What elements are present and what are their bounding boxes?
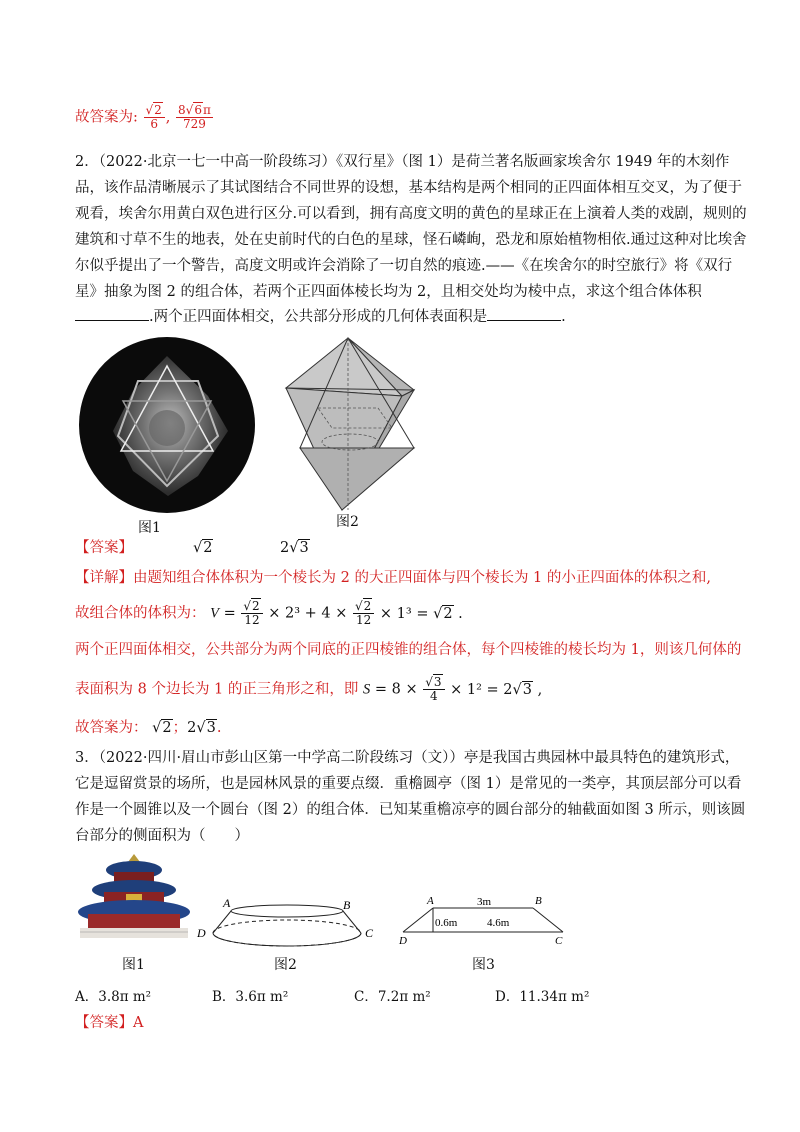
q2-line-2: 品，该作品清晰展示了其试图结合不同世界的设想，基本结构是两个相同的正四面体相互交叉，为了便于 [75,180,742,196]
q2-line-6: 星》抽象为图 2 的组合体，若两个正四面体棱长均为 2，且相交处均为棱中点，求这个组合体体积 [75,284,702,300]
fig3-label-d: D [399,935,407,947]
q1-answer-label: 故答案为: [75,109,138,126]
q1-answer-fraction-2: $\frac{8√6\pi}{729}$ [178,103,211,131]
fig3-top-length: 3m [477,896,492,908]
q2-figure-1-woodcut [78,336,256,514]
answer-blank-1 [75,306,149,321]
q2-fig2-caption: 图2 [336,514,359,530]
q2-answer-label: 【答案】 [75,540,133,556]
q3-figure-2-frustum [195,893,380,955]
q3-option-b[interactable]: B．3.6π m² [212,989,289,1005]
q3-fig3-caption: 图3 [472,957,495,973]
q3-fig1-caption: 图1 [122,957,145,973]
fig3-label-c: C [555,935,563,947]
fig2-label-c: C [365,926,374,940]
q3-figure-3-trapezoid [395,890,575,948]
q2-final-answer: 故答案为： √2；2√3. [75,720,222,736]
answer-blank-2 [487,306,561,321]
q2-detail-line-4: 表面积为 8 个边长为 1 的正三角形之和，即 S = 8 × $\frac{√3}{4}$ × 1² = 2√3 , [75,675,543,703]
q3-line-4: 台部分的侧面积为（ ） [75,828,249,844]
q2-answer-1: √2 [193,540,213,556]
q2-line-4: 建筑和寸草不生的地表，处在史前时代的白色的星球，怪石嶙峋，恐龙和原始植物相依.通过这种对比埃舍 [75,232,747,248]
q3-fig2-caption: 图2 [274,957,297,973]
q3-option-a[interactable]: A．3.8π m² [75,989,152,1005]
q3-figure-1-pavilion [76,852,192,940]
q2-line-3: 观看，埃舍尔用黄白双色进行区分.可以看到，拥有高度文明的黄色的星球正在上演着人类的戏剧，规则的 [75,206,747,222]
fig2-label-d: D [197,926,206,940]
q3-line-1: 3．（2022·四川·眉山市彭山区第一中学高二阶段练习（文））亭是我国古典园林中最具特色的建筑形式， [75,750,740,766]
q2-figure-2-star-tetrahedra [282,336,422,512]
q2-answer-2: 2√3 [280,540,309,556]
q3-line-3: 作是一个圆锥以及一个圆台（图 2）的组合体．已知某重檐凉亭的圆台部分的轴截面如图 3 所示，则该圆 [75,802,746,818]
q3-line-2: 它是逗留赏景的场所，也是园林风景的重要点缀．重檐圆亭（图 1）是常见的一类亭，其顶层部分可以看 [75,776,742,792]
q2-line-7: .两个正四面体相交，公共部分形成的几何体表面积是 . [75,306,566,327]
fig2-label-b: B [343,898,351,912]
q3-option-c[interactable]: C．7.2π m² [354,989,431,1005]
q1-answer-line: 故答案为: $\frac{√2}{6}$ , $\frac{8√6\pi}{729}$ [75,103,211,131]
fig2-label-a: A [223,896,231,910]
q2-line-5: 尔似乎提出了一个警告，高度文明或许会消除了一切自然的痕迹.——《在埃舍尔的时空旅行》将《双行 [75,258,733,274]
q2-detail-line-1: 【详解】由题知组合体体积为一个棱长为 2 的大正四面体与四个棱长为 1 的小正四面体的体积之和, [75,570,711,586]
q2-detail-line-2: 故组合体的体积为： V = $\frac{√2}{12}$ × 2³ + 4 × $\frac{√2}{12}$ × 1³ = √2 . [75,599,463,627]
q2-detail-line-3: 两个正四面体相交，公共部分为两个同底的正四棱锥的组合体，每个四棱锥的棱长均为 1，则该几何体的 [75,642,742,658]
q1-answer-fraction-1: $\frac{√2}{6}$ [144,104,165,131]
q3-answer: 【答案】A [75,1015,144,1031]
q2-line-1: 2．（2022·北京一七一中高一阶段练习）《双行星》（图 1）是荷兰著名版画家埃舍尔 1949 年的木刻作 [75,154,730,170]
fig3-label-b: B [535,895,542,907]
q3-option-d[interactable]: D．11.34π m² [495,989,590,1005]
fig3-label-a: A [427,895,434,907]
fig3-half-width: 4.6m [487,917,510,929]
q2-fig1-caption: 图1 [138,520,161,536]
fig3-height: 0.6m [435,917,458,929]
